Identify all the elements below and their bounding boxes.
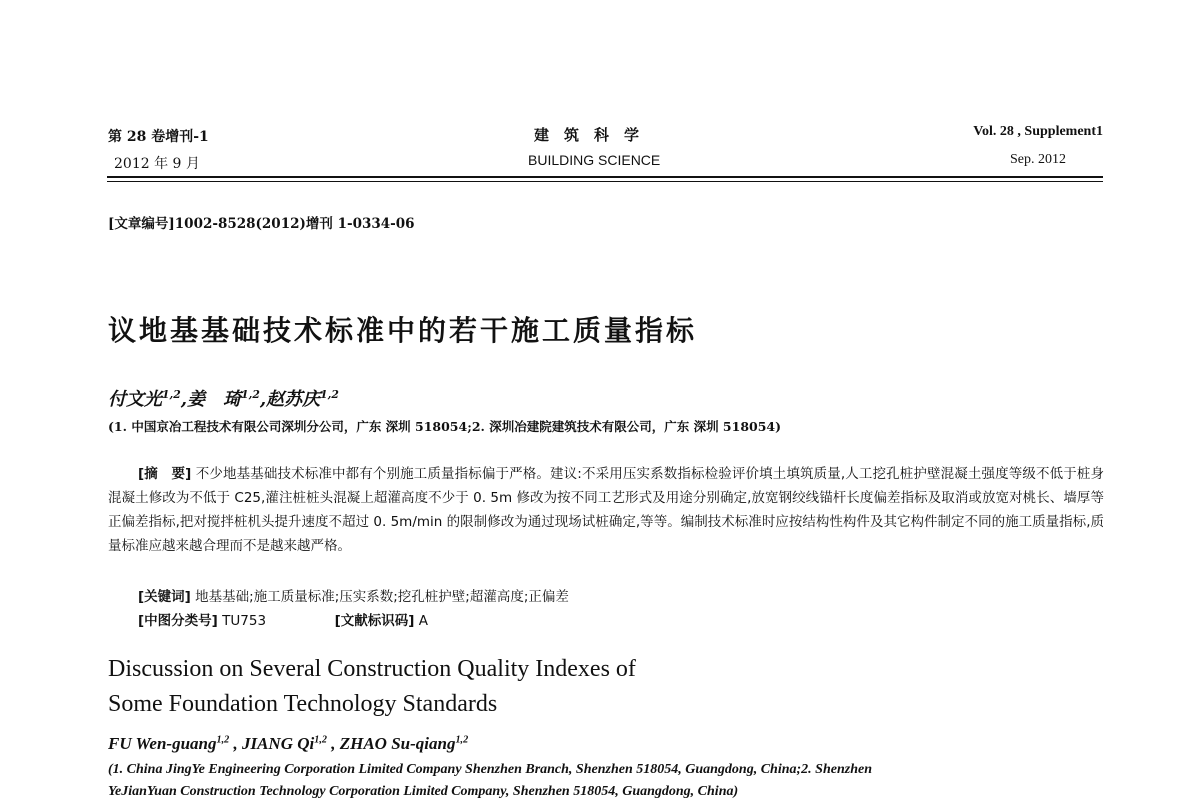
abstract [108,462,1104,558]
journal-cn: 建 筑 科 学 [534,126,640,144]
date-cn: 2012 年 9 月 [114,156,200,172]
title-en-line-2: Some Foundation Technology Standards [108,691,498,717]
classification-label: [中图分类号] [138,613,218,629]
authors-en [108,734,468,754]
volume-cn: 第 28 卷增刊-1 [108,129,209,145]
classification [138,609,428,629]
keywords-text: 地基基础;施工质量标准;压实系数;挖孔桩护壁;超灌高度;正偏差 [195,589,569,605]
author-en-2: JIANG Qi$^{1,2}$ , [241,734,340,753]
author-cn-1: 付文光$^{1,2}$, [108,388,188,410]
author-en-1: FU Wen-guang$^{1,2}$ , [108,734,242,753]
authors-cn [108,385,339,411]
keywords [138,585,569,605]
journal-en: BUILDING SCIENCE [528,152,661,168]
document-code-value: A [418,613,429,629]
article-number [108,212,415,232]
keywords-label: [关键词] [138,589,191,605]
article-number-value: 1002-8528(2012)增刊 1-0334-06 [174,216,415,232]
title-cn: 议地基基础技术标准中的若干施工质量指标 [108,314,698,347]
affiliation-en-line-2: YeJianYuan Construction Technology Corporation Limited Company, Shenzhen 518054, Guangdong, China) [108,784,739,799]
header-rule-thin [107,181,1103,182]
article-number-label: [文章编号] [108,216,175,232]
document-code-label: [文献标识码] [334,613,415,629]
abstract-text: 不少地基基础技术标准中都有个别施工质量指标偏于严格。建议:不采用压实系数指标检验评价填土填筑质量,人工挖孔桩护壁混凝土强度等级不低于桩身混凝土修改为不低于 C25,灌注桩桩头混凝上超灌高度不少于 0. 5m 修改为按不同工艺形式及用途分别确定,放宽钢绞线锚杆长度偏差指标及取消或放宽对桃长、墙厚等正偏差指标,把对搅拌桩机头提升速度不超过 0. 5m/min 的限制修改为通过现场试桩确定,等等。编制技术标准时应按结构性构件及其它构件制定不同的施工质量指标,质量标准应越来越合理而不是越来越严格。 [108,466,1104,554]
header-rule-thick [107,176,1103,178]
title-en-line-1: Discussion on Several Construction Quality Indexes of [108,656,636,682]
volume-en: Vol. 28 , Supplement1 [973,124,1103,139]
classification-value: TU753 [222,613,267,629]
author-cn-2: 姜 琦$^{1,2}$, [187,388,267,410]
affiliation-cn: (1. 中国京冶工程技术有限公司深圳分公司，广东 深圳 518054;2. 深圳冶建院建筑技术有限公司，广东 深圳 518054) [108,419,782,434]
affiliation-en-line-1: (1. China JingYe Engineering Corporation Limited Company Shenzhen Branch, Shenzhen 518054, Guangdong, China;2. Shenzhen [108,762,872,777]
author-en-3: ZHAO Su-qiang$^{1,2}$ [339,734,469,753]
author-cn-3: 赵苏庆$^{1,2}$ [266,388,339,410]
date-en: Sep. 2012 [1010,152,1066,167]
abstract-label: [摘 要] [138,466,192,482]
